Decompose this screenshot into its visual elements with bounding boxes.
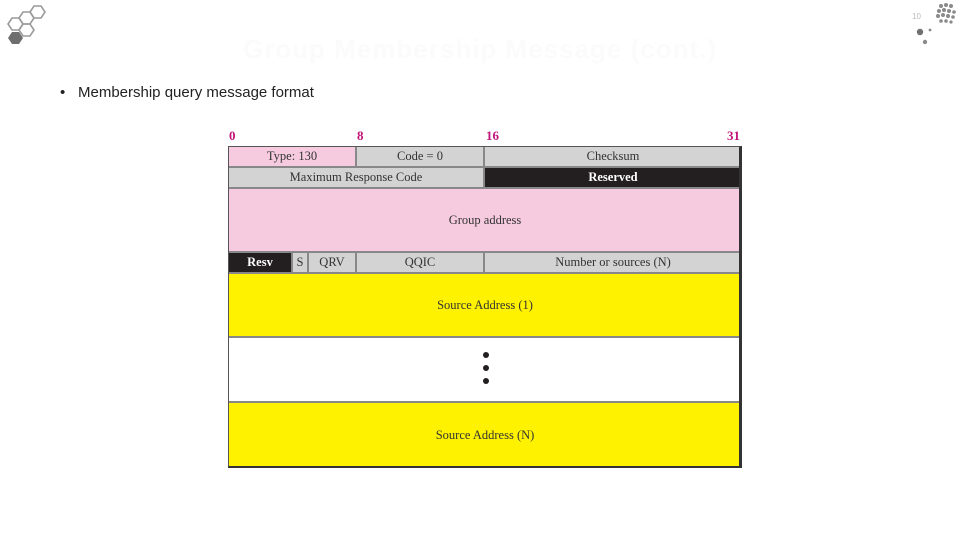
number-of-sources-field: Number or sources (N) xyxy=(484,252,742,273)
reserved-field: Reserved xyxy=(484,167,742,188)
ellipsis-dot xyxy=(483,365,489,371)
bit-label-31: 31 xyxy=(727,128,740,143)
ellipsis-row xyxy=(228,337,742,402)
qqic-field: QQIC xyxy=(356,252,484,273)
source-address-first-field: Source Address (1) xyxy=(228,273,742,337)
bit-label-0: 0 xyxy=(229,128,236,143)
max-response-code-field: Maximum Response Code xyxy=(228,167,484,188)
bit-label-8: 8 xyxy=(357,128,364,143)
bullet-text: Membership query message format xyxy=(78,84,314,101)
bit-label-16: 16 xyxy=(486,128,499,143)
qrv-field: QRV xyxy=(308,252,356,273)
type-field: Type: 130 xyxy=(228,146,356,167)
slide-number: 10 xyxy=(912,12,921,21)
s-flag-field: S xyxy=(292,252,308,273)
ellipsis-dot xyxy=(483,352,489,358)
group-address-field: Group address xyxy=(228,188,742,252)
slide-title: Group Membership Message (cont.) xyxy=(242,34,718,64)
ellipsis-dot xyxy=(483,378,489,384)
code-field: Code = 0 xyxy=(356,146,484,167)
source-address-last-field: Source Address (N) xyxy=(228,402,742,468)
resv-field: Resv xyxy=(228,252,292,273)
checksum-field: Checksum xyxy=(484,146,742,167)
bullet-dot: • xyxy=(60,84,66,101)
bullet-item xyxy=(60,84,314,101)
query-message-format-diagram xyxy=(228,128,742,468)
